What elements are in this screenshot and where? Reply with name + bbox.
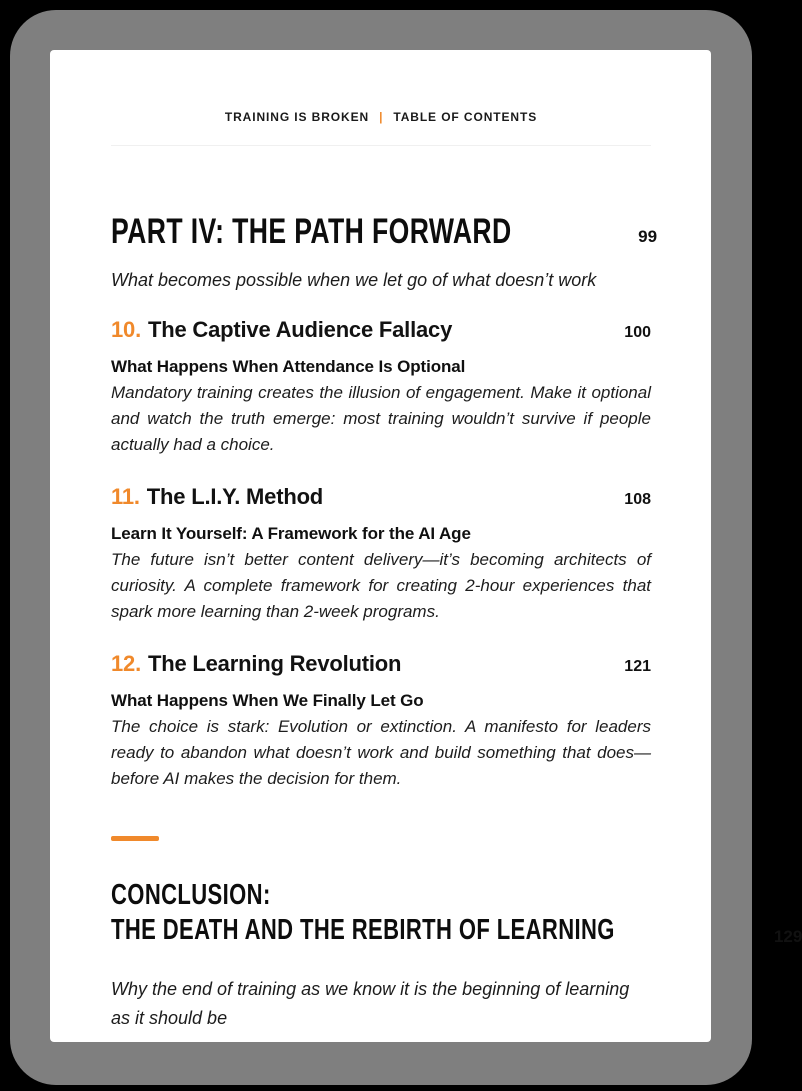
chapter-title-row — [111, 484, 651, 510]
chapter-subtitle: What Happens When We Finally Let Go — [111, 691, 424, 710]
part-subtitle: What becomes possible when we let go of what doesn’t work — [111, 270, 597, 290]
chapter-page-number: 100 — [624, 324, 651, 341]
chapter-subtitle: Learn It Yourself: A Framework for the AI Age — [111, 524, 471, 543]
chapter-description: The future isn’t better content delivery—it’s becoming architects of curiosity. A complete framework for creating 2-hour experiences that spark more learning than 2-week programs. — [111, 550, 651, 621]
part-heading-row — [111, 212, 658, 251]
conclusion-heading-row — [111, 878, 802, 949]
section-divider-dash — [111, 836, 159, 841]
chapter-subtitle: What Happens When Attendance Is Optional — [111, 357, 466, 376]
part-page-number: 99 — [638, 227, 658, 246]
toc-entry-chapter-12 — [111, 651, 651, 792]
chapter-title-row — [111, 317, 651, 343]
conclusion-page-number: 129 — [773, 926, 802, 946]
chapter-description: The choice is stark: Evolution or extinction. A manifesto for leaders ready to abandon what doesn’t work and build something that does—before AI makes the decision for them. — [111, 717, 651, 788]
header-section-title: TABLE OF CONTENTS — [393, 110, 538, 124]
conclusion-title-line1: CONCLUSION: — [111, 879, 271, 911]
chapter-title — [111, 484, 323, 510]
chapter-number: 10. — [111, 317, 141, 342]
chapter-title-text: The Captive Audience Fallacy — [147, 317, 453, 342]
part-title: PART IV: THE PATH FORWARD — [111, 212, 512, 251]
chapter-number: 12. — [111, 651, 141, 676]
conclusion-title — [111, 878, 615, 949]
toc-entry-chapter-11 — [111, 484, 651, 625]
running-header — [111, 110, 651, 124]
chapter-title-text: The L.I.Y. Method — [146, 484, 324, 509]
conclusion-subtitle: Why the end of training as we know it is the beginning of learning as it should be — [111, 978, 630, 1028]
chapter-number: 11. — [111, 484, 140, 509]
toc-entry-chapter-10 — [111, 317, 651, 458]
chapter-title-text: The Learning Revolution — [147, 651, 402, 676]
book-title: TRAINING IS BROKEN — [224, 110, 370, 124]
header-divider — [111, 145, 651, 146]
conclusion-title-line2: THE DEATH AND THE REBIRTH OF LEARNING — [111, 914, 615, 947]
chapter-title — [111, 317, 452, 343]
chapter-title-row — [111, 651, 651, 677]
chapter-description: Mandatory training creates the illusion of engagement. Make it optional and watch the truth emerge: most training wouldn’t survive if people actually had a choice. — [111, 383, 651, 454]
header-separator: | — [379, 110, 384, 124]
chapter-page-number: 121 — [624, 658, 651, 675]
toc-page — [50, 50, 802, 1042]
chapter-title — [111, 651, 401, 677]
chapter-page-number: 108 — [624, 491, 651, 508]
